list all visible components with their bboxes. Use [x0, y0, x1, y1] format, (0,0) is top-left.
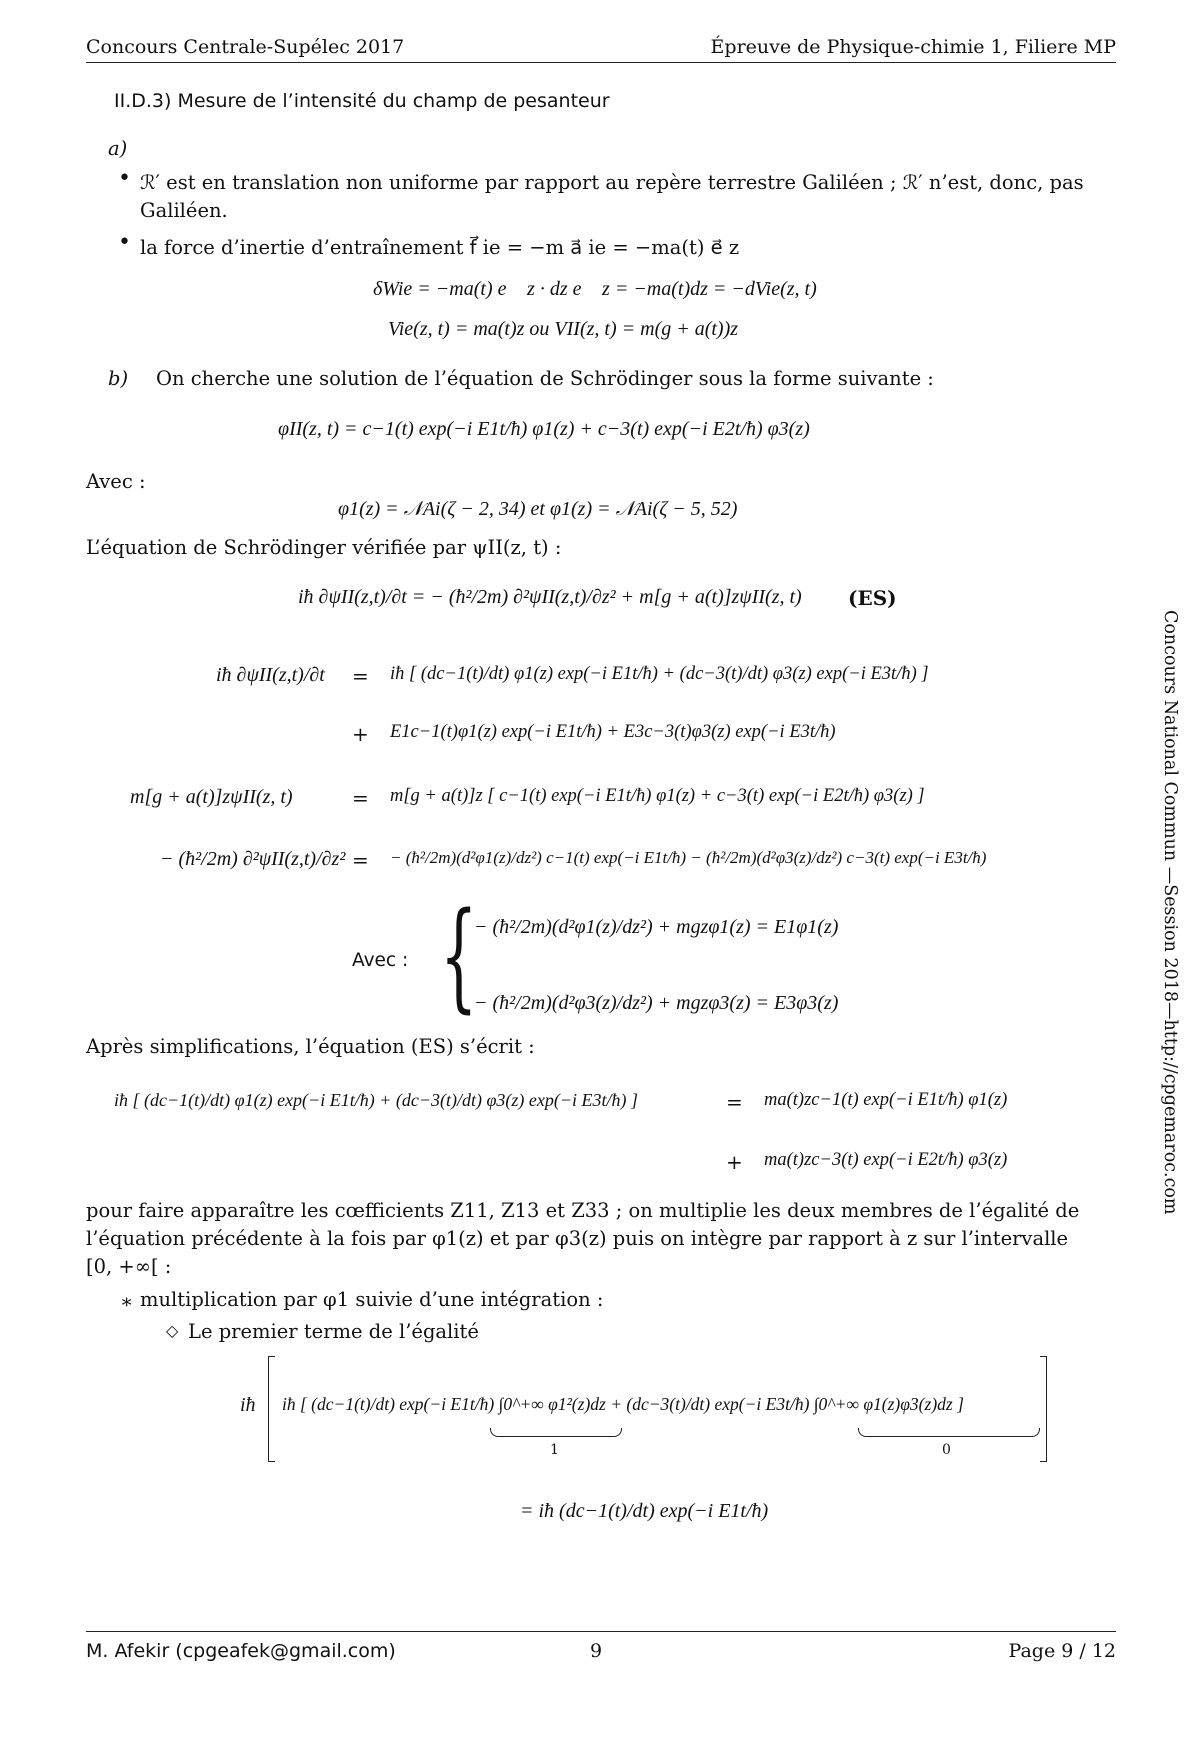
equation-es: iħ ∂ψII(z,t)/∂t = − (ħ²/2m) ∂²ψII(z,t)/∂z² + m[g + a(t)]zψII(z, t) [298, 586, 802, 608]
eq-dt-rhs2: E1c−1(t)φ1(z) exp(−i E1t/ħ) + E3c−3(t)φ3(z) exp(−i E3t/ħ) [390, 722, 836, 742]
paragraph-line2: l’équation précédente à la fois par φ1(z) et par φ3(z) puis on intègre par rapport à z sur l’intervalle [86, 1227, 1069, 1250]
eq-equals: = [726, 1090, 743, 1114]
eq-plus: + [352, 722, 369, 746]
system-eq1: − (ħ²/2m)(d²φ1(z)/dz²) + mgzφ1(z) = E1φ1(z) [474, 916, 839, 938]
equation-wavefunction: φII(z, t) = c−1(t) exp(−i E1t/ħ) φ1(z) + c−3(t) exp(−i E2t/ħ) φ3(z) [278, 418, 810, 440]
equation-potential: Vie(z, t) = ma(t)z ou VII(z, t) = m(g + a(t))z [388, 318, 739, 340]
eq-final: = iħ (dc−1(t)/dt) exp(−i E1t/ħ) [520, 1500, 769, 1522]
eq-simpl-lhs: iħ [ (dc−1(t)/dt) φ1(z) exp(−i E1t/ħ) + (dc−3(t)/dt) φ3(z) exp(−i E3t/ħ) ] [114, 1090, 639, 1110]
after-simplification: Après simplifications, l’équation (ES) s’écrit : [86, 1035, 535, 1058]
avec-system-label: Avec : [352, 950, 409, 971]
schrodinger-intro: L’équation de Schrödinger vérifiée par ψII(z, t) : [86, 536, 562, 559]
eq-plus: + [726, 1150, 743, 1174]
part-b-label: b) [108, 367, 129, 390]
eq-kin-lhs: − (ħ²/2m) ∂²ψII(z,t)/∂z² [160, 848, 346, 870]
es-tag: (ES) [848, 586, 897, 610]
bullet1-line2: Galiléen. [140, 199, 228, 222]
eq-kin-rhs: − (ħ²/2m)(d²φ1(z)/dz²) c−1(t) exp(−i E1t/ħ) − (ħ²/2m)(d²φ3(z)/dz²) c−3(t) exp(−i E3t/ħ) [390, 848, 987, 867]
header-rule [86, 62, 1116, 63]
bracket-right [1040, 1356, 1047, 1462]
star-item: multiplication par φ1 suivie d’une intégration : [140, 1288, 604, 1311]
bullet2-text: la force d’inertie d’entraînement f⃗ ie = −m a⃗ ie = −ma(t) e⃗ z [140, 236, 740, 259]
header-left: Concours Centrale-Supélec 2017 [86, 36, 405, 58]
underbrace-0 [858, 1428, 1040, 1437]
diamond-item: Le premier terme de l’égalité [188, 1320, 479, 1343]
eq-simpl-rhs1: ma(t)zc−1(t) exp(−i E1t/ħ) φ1(z) [764, 1090, 1008, 1110]
bullet-dot: • [118, 230, 131, 255]
section-title: II.D.3) Mesure de l’intensité du champ de pesanteur [114, 90, 610, 112]
footer-right: Page 9 / 12 [1008, 1640, 1116, 1662]
avec-label: Avec : [86, 470, 146, 493]
system-eq2: − (ħ²/2m)(d²φ3(z)/dz²) + mgzφ3(z) = E3φ3(z) [474, 992, 839, 1014]
header-right: Épreuve de Physique-chimie 1, Filiere MP [710, 36, 1116, 58]
eq-pot-rhs: m[g + a(t)]z [ c−1(t) exp(−i E1t/ħ) φ1(z) + c−3(t) exp(−i E2t/ħ) φ3(z) ] [390, 786, 925, 806]
eq-equals: = [352, 664, 369, 688]
equation-work: δWie = −ma(t) e⃗ z · dz e⃗ z = −ma(t)dz = −dVie(z, t) [373, 278, 817, 300]
paragraph-line3: [0, +∞[ : [86, 1255, 172, 1278]
part-a-label: a) [108, 137, 128, 160]
footer-rule [86, 1631, 1116, 1632]
eq-integral: iħ [ (dc−1(t)/dt) exp(−i E1t/ħ) ∫0^+∞ φ1²(z)dz + (dc−3(t)/dt) exp(−i E3t/ħ) ∫0^+∞ φ1(z)φ3(z)dz ] [282, 1394, 964, 1414]
underbrace-label-0: 0 [942, 1442, 951, 1458]
eq-equals: = [352, 786, 369, 810]
star-bullet: ∗ [120, 1290, 134, 1313]
ihbar-prefix: iħ [240, 1394, 256, 1416]
underbrace-label-1: 1 [550, 1442, 559, 1458]
eq-simpl-rhs2: ma(t)zc−3(t) exp(−i E2t/ħ) φ3(z) [764, 1150, 1008, 1170]
eq-dt-rhs1: iħ [ (dc−1(t)/dt) φ1(z) exp(−i E1t/ħ) + (dc−3(t)/dt) φ3(z) exp(−i E3t/ħ) ] [390, 664, 929, 684]
sidebar-watermark: Concours National Commun —Session 2018—http://cpgemaroc.com [1160, 610, 1180, 1215]
diamond-bullet: ◇ [166, 1321, 179, 1340]
footer-left: M. Afekir (cpgeafek@gmail.com) [86, 1640, 396, 1662]
eq-dt-lhs: iħ ∂ψII(z,t)/∂t [216, 664, 325, 686]
footer-center: 9 [590, 1640, 603, 1662]
paragraph-line1: pour faire apparaître les cœfficients Z11, Z13 et Z33 ; on multiplie les deux membres de l’égalité de [86, 1199, 1080, 1222]
bracket-left [268, 1356, 275, 1462]
system-brace: { [440, 886, 478, 1024]
equation-airy: φ1(z) = 𝒩Ai(ζ − 2, 34) et φ1(z) = 𝒩Ai(ζ − 5, 52) [338, 498, 738, 520]
eq-equals: = [352, 848, 369, 872]
eq-pot-lhs: m[g + a(t)]zψII(z, t) [130, 786, 293, 808]
bullet-dot: • [118, 166, 131, 191]
underbrace-1 [490, 1428, 622, 1437]
bullet1-line1: ℛ′ est en translation non uniforme par rapport au repère terrestre Galiléen ; ℛ′ n’est, donc, pas [140, 171, 1084, 194]
part-b-intro: On cherche une solution de l’équation de Schrödinger sous la forme suivante : [156, 367, 934, 390]
